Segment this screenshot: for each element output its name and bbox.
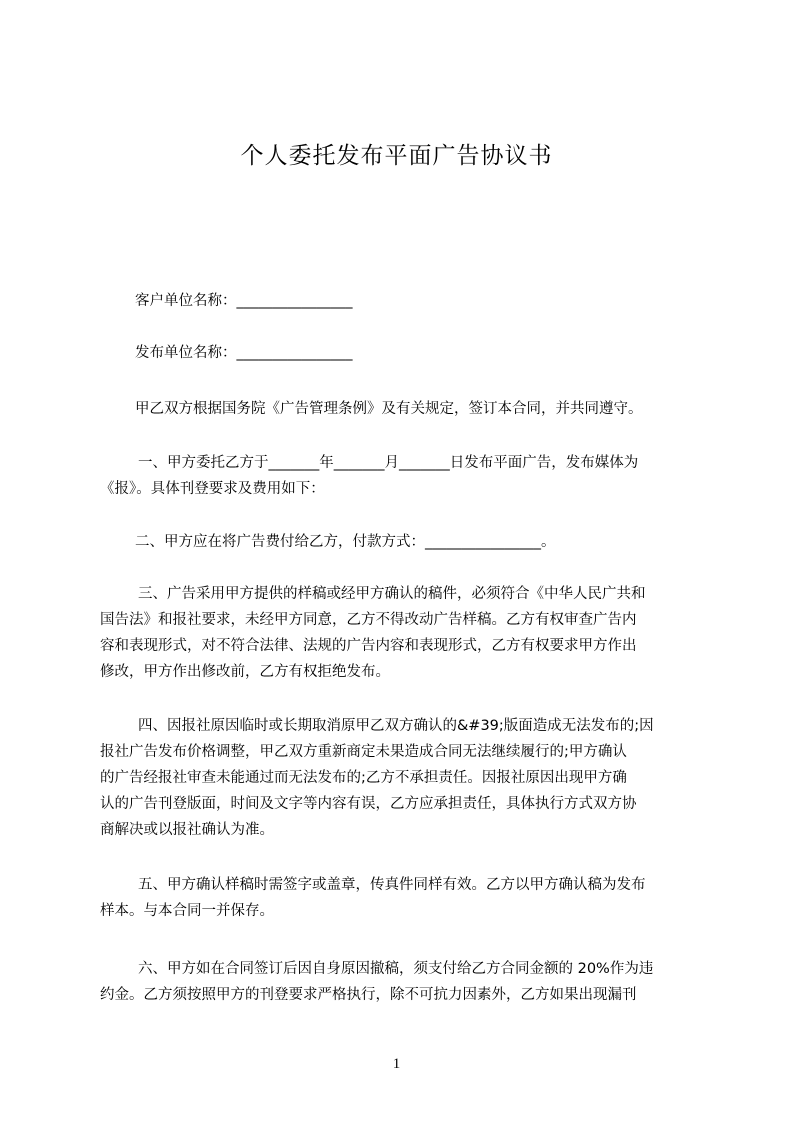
clause-4-line: 的广告经报社审查未能通过而无法发布的;乙方不承担责任。因报社原因出现甲方确 [100, 770, 627, 786]
clause-3-line: 三、广告采用甲方提供的样稿或经甲方确认的稿件，必须符合《中华人民广共和 [138, 586, 646, 602]
clause-1-line: 《报》。具体刊登要求及费用如下： [100, 481, 325, 497]
clause-4-line: 认的广告刊登版面，时间及文字等内容有误，乙方应承担责任，具体执行方式双方协 [100, 796, 637, 812]
intro-paragraph: 甲乙双方根据国务院《广告管理条例》及有关规定，签订本合同，并共同遵守。 [135, 401, 643, 417]
document-title: 个人委托发布平面广告协议书 [240, 143, 553, 169]
clause-5-line: 五、甲方确认样稿时需签字或盖章，传真件同样有效。乙方以甲方确认稿为发布 [138, 877, 646, 893]
page-number: 1 [392, 1056, 401, 1072]
client-name-field: 客户单位名称：________________ [135, 293, 353, 309]
clause-2-line: 二、甲方应在将广告费付给乙方，付款方式：________________。 [135, 534, 556, 550]
clause-4-line: 报社广告发布价格调整，甲乙双方重新商定未果造成合同无法继续履行的;甲方确认 [100, 744, 627, 760]
publisher-name-field: 发布单位名称：________________ [135, 345, 353, 361]
clause-1-line: 一、甲方委托乙方于_______年_______月_______日发布平面广告，发布媒体为 [138, 455, 639, 471]
clause-3-line: 修改，甲方作出修改前，乙方有权拒绝发布。 [100, 664, 390, 680]
clause-3-line: 国告法》和报社要求，未经甲方同意，乙方不得改动广告样稿。乙方有权审查广告内 [100, 612, 637, 628]
clause-6-line: 约金。乙方须按照甲方的刊登要求严格执行，除不可抗力因素外，乙方如果出现漏刊 [100, 987, 637, 1003]
clause-3-line: 容和表现形式，对不符合法律、法规的广告内容和表现形式，乙方有权要求甲方作出 [100, 638, 637, 654]
clause-4-line: 商解决或以报社确认为准。 [100, 822, 274, 838]
clause-4-line: 四、因报社原因临时或长期取消原甲乙双方确认的&#39;版面造成无法发布的;因 [138, 718, 654, 734]
clause-5-line: 样本。与本合同一并保存。 [100, 903, 274, 919]
clause-6-line: 六、甲方如在合同签订后因自身原因撤稿，须支付给乙方合同金额的 20%作为违 [138, 961, 654, 977]
